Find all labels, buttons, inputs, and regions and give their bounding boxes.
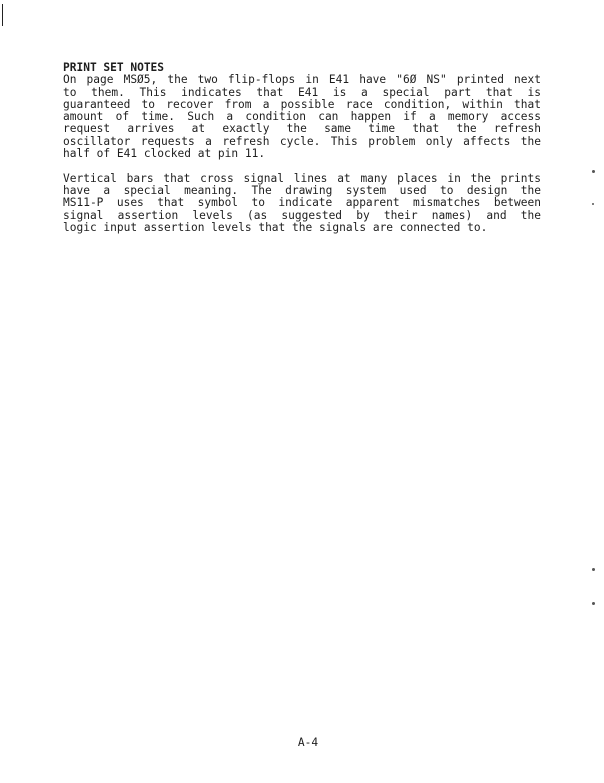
text-line: amount of time. Such a condition can happen if a memory access [63, 110, 541, 124]
text-line: MS11-P uses that symbol to indicate apparent mismatches between [63, 196, 541, 210]
text-line: Vertical bars that cross signal lines at many places in the prints [63, 171, 541, 185]
text-line: oscillator requests a refresh cycle. This problem only affects the [63, 134, 541, 148]
text-line: to them. This indicates that E41 is a special part that is [63, 85, 541, 99]
paragraph-race-condition [63, 74, 541, 160]
binding-edge-mark [2, 4, 3, 26]
document-body [63, 62, 541, 246]
scan-speck [592, 170, 595, 173]
text-line: signal assertion levels (as suggested by their names) and the [63, 208, 541, 222]
page-number: A-4 [297, 736, 319, 749]
scan-speck [592, 568, 595, 571]
scan-speck [592, 602, 595, 605]
text-line: request arrives at exactly the same time that the refresh [63, 122, 541, 136]
text-line: half of E41 clocked at pin 11. [63, 147, 266, 161]
text-line: guaranteed to recover from a possible race condition, within that [63, 97, 541, 111]
text-line: have a special meaning. The drawing system used to design the [63, 183, 541, 197]
section-heading: PRINT SET NOTES [63, 61, 165, 74]
text-line: logic input assertion levels that the signals are connected to. [63, 220, 488, 234]
text-line: On page MSØ5, the two flip-flops in E41 have "6Ø NS" printed next [63, 73, 541, 87]
paragraph-vertical-bars [63, 173, 541, 234]
scan-speck [592, 203, 594, 205]
